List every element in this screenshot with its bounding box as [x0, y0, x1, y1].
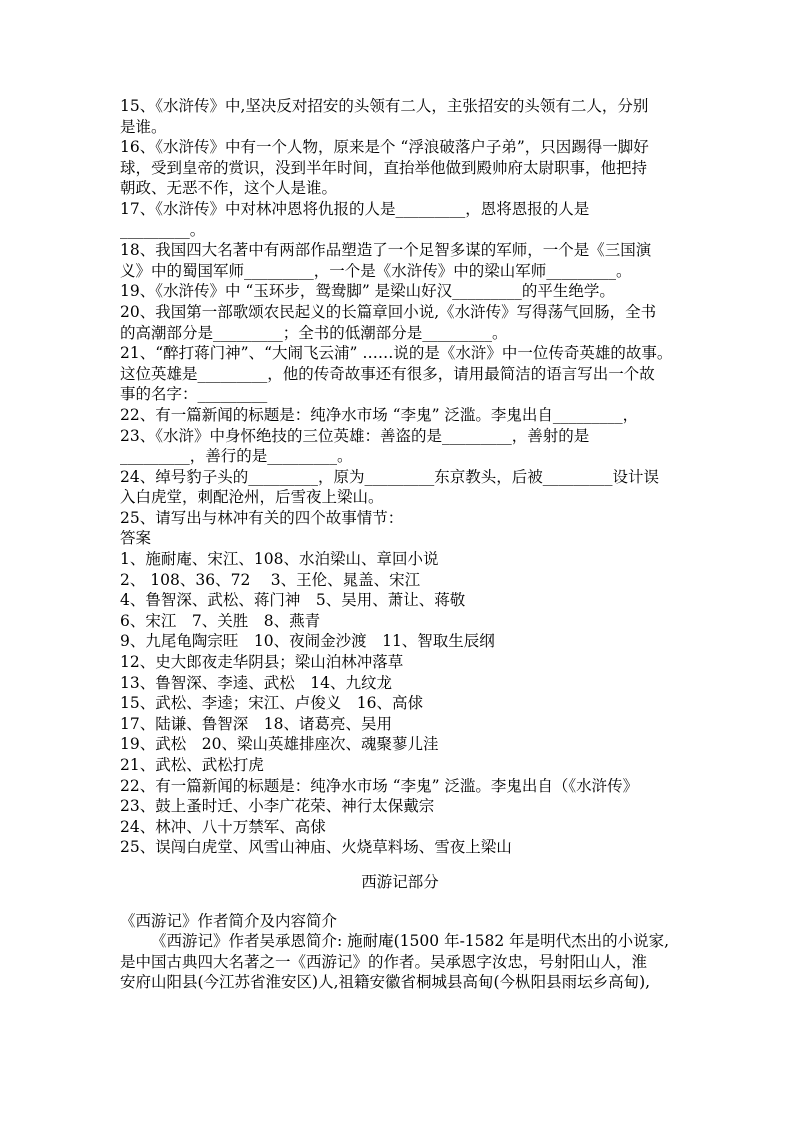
- intro-paragraph: [120, 931, 680, 993]
- intro-line: 是中国古典四大名著之一《西游记》的作者。吴承恩字汝忠，号射阳山人，淮: [120, 952, 648, 971]
- answer-line: 25、误闯白虎堂、风雪山神庙、火烧草料场、雪夜上梁山: [120, 838, 512, 857]
- answer-line: 4、鲁智深、武松、蒋门神 5、吴用、萧让、蒋敬: [120, 591, 466, 610]
- question-line: 的高潮部分是_________；全书的低潮部分是_________。: [120, 323, 508, 342]
- question-line: 17、《水浒传》中对林冲恩将仇报的人是_________，恩将恩报的人是: [120, 199, 590, 218]
- question-line: 21、“醉打蒋门神”、“大闹飞云浦” ……说的是《水浒》中一位传奇英雄的故事。: [120, 344, 673, 363]
- intro-line: 安府山阳县(今江苏省淮安区)人,祖籍安徽省桐城县高甸(今枞阳县雨坛乡高甸),: [120, 973, 651, 992]
- question-line: 这位英雄是_________，他的传奇故事还有很多，请用最简洁的语言写出一个故: [120, 364, 655, 383]
- answer-line: 17、陆谦、鲁智深 18、诸葛亮、吴用: [120, 714, 392, 733]
- answer-line: 6、宋江 7、关胜 8、燕青: [120, 611, 321, 630]
- section-title: 西游记部分: [361, 872, 439, 891]
- answer-line: 12、史大郎夜走华阴县；梁山泊林冲落草: [120, 653, 404, 672]
- answer-line: 1、施耐庵、宋江、108、水泊梁山、章回小说: [120, 550, 439, 569]
- question-line: 23、《水浒》中身怀绝技的三位英雄：善盗的是_________，善射的是: [120, 426, 590, 445]
- question-line: 25、请写出与林冲有关的四个故事情节：: [120, 508, 404, 527]
- questions-block: [120, 96, 680, 528]
- question-line: 义》中的蜀国军师_________，一个是《水浒传》中的梁山军师_________。: [120, 261, 632, 280]
- answer-line: 9、九尾龟陶宗旺 10、夜闹金沙渡 11、智取生辰纲: [120, 632, 495, 651]
- answers-heading: 答案: [120, 529, 152, 548]
- question-line: 18、我国四大名著中有两部作品塑造了一个足智多谋的军师，一个是《三国演: [120, 241, 652, 260]
- answer-line: 13、鲁智深、李逵、武松 14、九纹龙: [120, 673, 392, 692]
- question-line: _________。: [120, 220, 206, 239]
- question-line: 22、有一篇新闻的标题是：纯净水市场 “李鬼” 泛滥。李鬼出自_________，: [120, 405, 639, 424]
- answers-block: [120, 549, 680, 858]
- question-line: 19、《水浒传》中 “玉环步，鸳鸯脚” 是梁山好汉_________的平生绝学。: [120, 282, 615, 301]
- question-line: _________，善行的是_________。: [120, 447, 353, 466]
- answer-line: 21、武松、武松打虎: [120, 756, 264, 774]
- intro-line: 《西游记》作者吴承恩简介: 施耐庵(1500 年-1582 年是明代杰出的小说家,: [151, 932, 670, 951]
- question-line: 事的名字：_________: [120, 385, 268, 404]
- question-line: 15、《水浒传》中,坚决反对招安的头领有二人，主张招安的头领有二人，分别: [120, 97, 649, 115]
- answer-line: 22、有一篇新闻的标题是：纯净水市场 “李鬼” 泛滥。李鬼出自（《水浒传》: [120, 776, 639, 795]
- question-line: 球，受到皇帝的赏识，没到半年时间，直抬举他做到殿帅府太尉职事，他把持: [120, 158, 648, 177]
- document-page: [120, 96, 680, 993]
- question-line: 20、我国第一部歌颂农民起义的长篇章回小说,《水浒传》写得荡气回肠，全书: [120, 302, 657, 321]
- intro-heading: 《西游记》作者简介及内容简介: [120, 911, 338, 930]
- answer-line: 19、武松 20、梁山英雄排座次、魂聚蓼儿洼: [120, 735, 439, 754]
- answer-line: 2、 108、36、72 3、王伦、晁盖、宋江: [120, 570, 421, 589]
- question-line: 朝政、无恶不作，这个人是谁。: [120, 179, 338, 198]
- question-line: 24、绰号豹子头的_________，原为_________东京教头，后被_________设计误: [120, 467, 659, 486]
- question-line: 16、《水浒传》中有一个人物，原来是个 “浮浪破落户子弟”，只因踢得一脚好: [120, 138, 649, 157]
- answer-line: 23、鼓上蚤时迁、小李广花荣、神行太保戴宗: [120, 797, 435, 816]
- question-line: 是谁。: [120, 117, 167, 136]
- answer-line: 24、林冲、八十万禁军、高俅: [120, 817, 326, 836]
- question-line: 入白虎堂，刺配沧州，后雪夜上梁山。: [120, 488, 384, 507]
- answer-line: 15、武松、李逵；宋江、卢俊义 16、高俅: [120, 694, 423, 713]
